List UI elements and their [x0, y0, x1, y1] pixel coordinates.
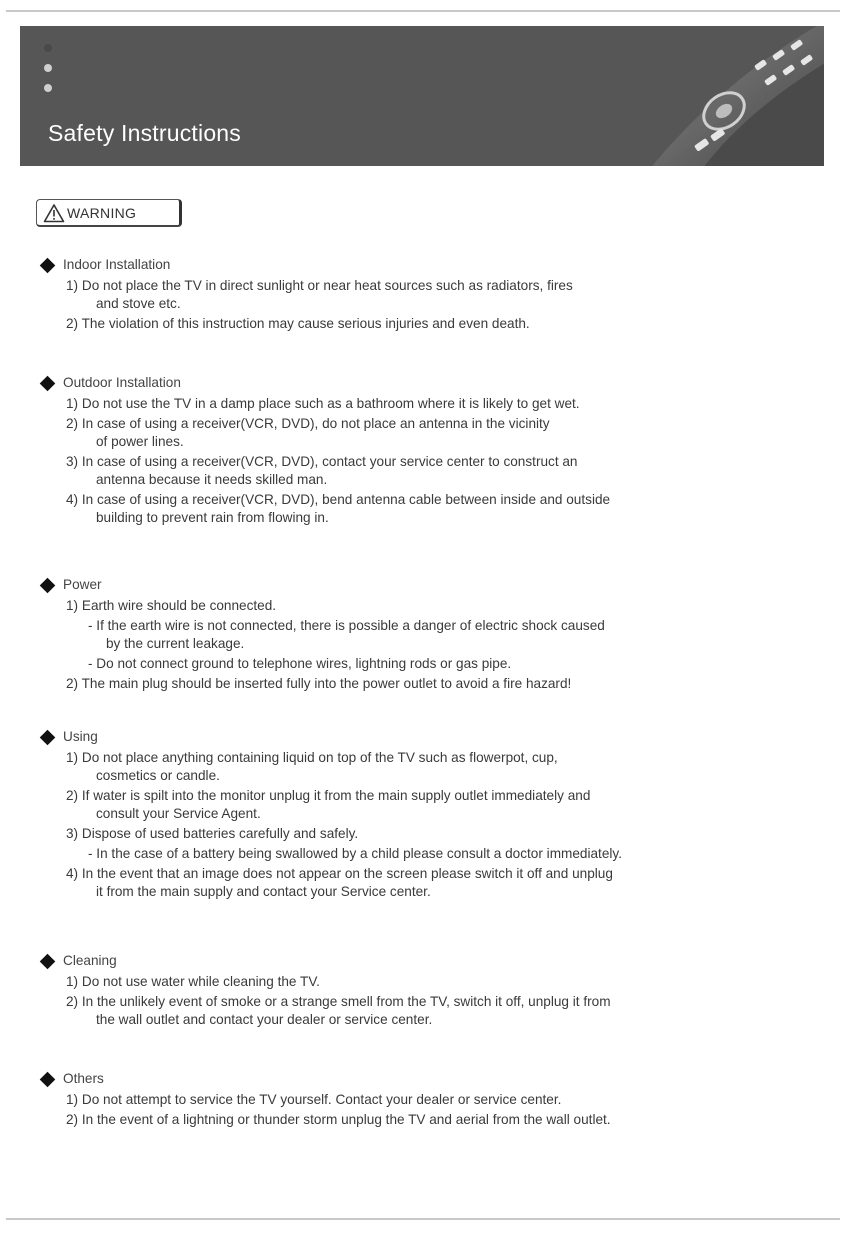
list-item: 3) In case of using a receiver(VCR, DVD), contact your service center to construct an antenna because it needs skilled man. — [66, 454, 578, 487]
section-title: Using — [63, 729, 98, 744]
dot-icon — [44, 64, 52, 72]
bullet-diamond-icon — [40, 577, 56, 593]
list-item: 1) Do not place anything containing liquid on top of the TV such as flowerpot, cup, cosmetics or candle. — [66, 750, 558, 783]
section-title: Cleaning — [63, 953, 117, 968]
list-subitem: - If the earth wire is not connected, there is possible a danger of electric shock caused by the current leakage. — [88, 618, 605, 651]
section-using — [36, 728, 836, 903]
section-others — [36, 1070, 836, 1131]
list-item: 2) If water is spilt into the monitor unplug it from the main supply outlet immediately and consult your Service Agent. — [66, 788, 591, 821]
section-title: Others — [63, 1071, 104, 1086]
top-divider — [6, 10, 840, 12]
bullet-diamond-icon — [40, 257, 56, 273]
page-title: Safety Instructions — [48, 120, 241, 146]
list-item: 2) In the event of a lightning or thunder storm unplug the TV and aerial from the wall outlet. — [66, 1112, 611, 1127]
warning-triangle-icon — [43, 203, 65, 223]
list-item: 2) In case of using a receiver(VCR, DVD), do not place an antenna in the vicinity of power lines. — [66, 416, 550, 449]
section-cleaning — [36, 952, 836, 1031]
section-outdoor-installation — [36, 374, 836, 529]
section-title: Outdoor Installation — [63, 375, 181, 390]
list-item: 2) In the unlikely event of smoke or a strange smell from the TV, switch it off, unplug it from the wall outlet and contact your dealer or service center. — [66, 994, 611, 1027]
section-title: Indoor Installation — [63, 257, 171, 272]
list-item: 1) Earth wire should be connected. — [66, 598, 277, 613]
bullet-diamond-icon — [40, 729, 56, 745]
dot-icon — [44, 44, 52, 52]
warning-text: WARNING — [67, 204, 137, 221]
list-subitem: - Do not connect ground to telephone wires, lightning rods or gas pipe. — [88, 656, 512, 671]
decorative-dots — [44, 44, 52, 104]
section-power — [36, 576, 836, 695]
list-item: 2) The violation of this instruction may cause serious injuries and even death. — [66, 316, 530, 331]
bottom-divider — [6, 1218, 840, 1220]
remote-control-icon — [624, 26, 824, 166]
list-item: 1) Do not attempt to service the TV yourself. Contact your dealer or service center. — [66, 1092, 562, 1107]
list-item: 4) In case of using a receiver(VCR, DVD), bend antenna cable between inside and outside building to prevent rain from flowing in. — [66, 492, 611, 525]
list-item: 2) The main plug should be inserted fully into the power outlet to avoid a fire hazard! — [66, 676, 572, 691]
section-indoor-installation — [36, 256, 836, 335]
list-item: 4) In the event that an image does not appear on the screen please switch it off and unplug it from the main supply and contact your Service center. — [66, 866, 613, 899]
dot-icon — [44, 84, 52, 92]
bullet-diamond-icon — [40, 1071, 56, 1087]
list-subitem: - In the case of a battery being swallowed by a child please consult a doctor immediately. — [88, 846, 622, 861]
section-title: Power — [63, 577, 102, 592]
header-banner — [20, 26, 824, 166]
bullet-diamond-icon — [40, 375, 56, 391]
list-item: 3) Dispose of used batteries carefully and safely. — [66, 826, 359, 841]
list-item: 1) Do not place the TV in direct sunlight or near heat sources such as radiators, fires and stove etc. — [66, 278, 573, 311]
warning-label — [36, 199, 182, 227]
list-item: 1) Do not use water while cleaning the TV. — [66, 974, 320, 989]
list-item: 1) Do not use the TV in a damp place such as a bathroom where it is likely to get wet. — [66, 396, 580, 411]
bullet-diamond-icon — [40, 953, 56, 969]
